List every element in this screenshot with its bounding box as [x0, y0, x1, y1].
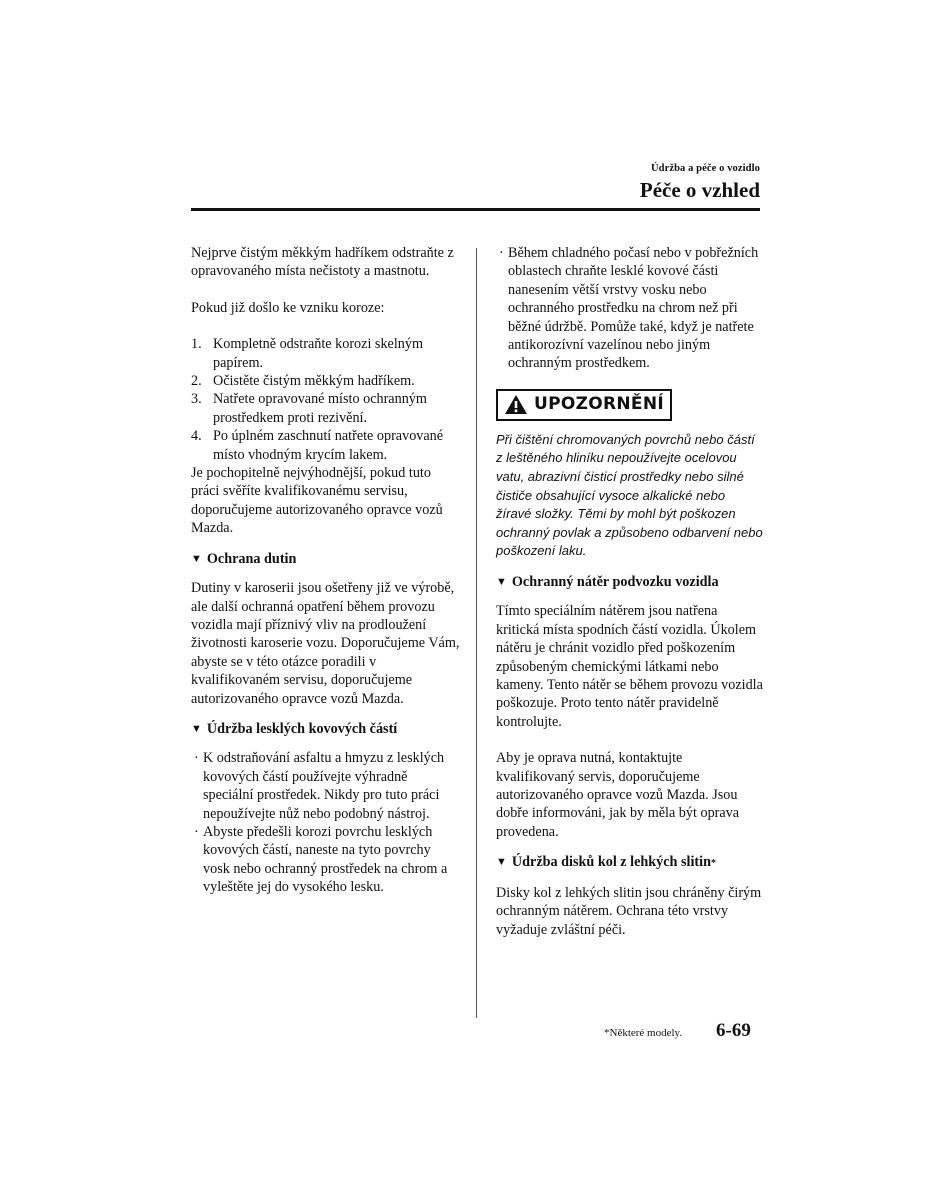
triangle-down-icon: ▼	[191, 722, 202, 735]
bullet-text: Během chladného počasí nebo v pobřežních oblastech chraňte lesklé kovové části nanesením větší vrstvy vosku nebo ochranného prostředku na chrom než při běžné údržbě. Pomůže také, když je natřete antikorozívní vazelínou nebo jiným ochranným prostředkem.	[508, 245, 759, 372]
warning-box	[496, 389, 672, 421]
right-column	[496, 244, 764, 939]
page-number: 6-69	[716, 1020, 751, 1041]
bullet-icon: ·	[194, 750, 199, 767]
step-number: 2.	[191, 373, 202, 390]
column-divider	[476, 248, 477, 1018]
corrosion-intro: Pokud již došlo ke vzniku koroze:	[191, 299, 385, 316]
section-heading-metal	[191, 720, 461, 739]
warning-label: UPOZORNĚNÍ	[534, 394, 664, 415]
step-text: Natřete opravované místo ochranným prostředkem proti rezivění.	[213, 391, 427, 426]
cavity-paragraph: Dutiny v karoserii jsou ošetřeny již ve výrobě, ale další ochranná opatření během provozu vozidla mají příznivý vliv na prodloužení životnosti karoserie vozu. Doporučujeme Vám, abyste se v této otázce poradili v kvalifikovaném servisu, doporučujeme autorizovaného opravce vozů Mazda.	[191, 580, 460, 707]
wheels-paragraph: Disky kol z lehkých slitin jsou chráněny čirým ochranným nátěrem. Ochrana této vrstvy vyžaduje zvláštní péči.	[496, 884, 762, 938]
triangle-down-icon: ▼	[191, 552, 202, 565]
list-item	[191, 749, 461, 823]
metal-care-list	[191, 749, 461, 896]
chapter-title: Údržba a péče o vozidlo	[650, 163, 760, 174]
warning-text: Při čištění chromovaných povrchů nebo částí z leštěného hliníku nepoužívejte ocelovou vatu, abrazivní čisticí prostředky nebo silné čističe obsahující vysoce alkalické nebo žíravé složky. Těmi by mohl být poškozen ochranný povlak a způsobeno odbarvení nebo poškození laku.	[496, 431, 763, 559]
footnote-marker: *	[710, 858, 716, 870]
underbody-paragraph-1: Tímto speciálním nátěrem jsou natřena kritická místa spodních částí vozidla. Úkolem nátěru je chránit vozidlo před poškozením způsobeným chemickými látkami nebo kameny. Tento nátěr se během provozu vozidla poškozuje. Proto tento nátěr pravidelně kontrolujte.	[496, 603, 763, 730]
left-column	[191, 244, 461, 897]
service-paragraph: Je pochopitelně nejvýhodnější, pokud tuto práci svěříte kvalifikovanému servisu, doporučujeme autorizovaného opravce vozů Mazda.	[191, 465, 443, 537]
page-title: Péče o vzhled	[639, 178, 760, 202]
list-item	[191, 335, 461, 372]
header-rule	[191, 208, 760, 211]
step-number: 1.	[191, 336, 202, 353]
section-heading-wheels	[496, 853, 764, 873]
bullet-icon: ·	[194, 823, 199, 840]
section-heading-underbody	[496, 573, 764, 592]
step-text: Kompletně odstraňte korozi skelným papírem.	[213, 336, 424, 371]
section-title: Ochrana dutin	[206, 550, 297, 567]
footnote: *Některé modely.	[604, 1027, 683, 1039]
list-item	[496, 244, 764, 373]
step-text: Očistěte čistým měkkým hadříkem.	[213, 373, 415, 390]
triangle-down-icon: ▼	[496, 576, 507, 588]
bullet-icon: ·	[499, 245, 504, 261]
section-title: Údržba lesklých kovových částí	[206, 720, 398, 737]
list-item	[191, 372, 461, 390]
section-heading-cavity	[191, 550, 461, 569]
list-item	[191, 823, 461, 897]
warning-triangle-icon	[504, 394, 528, 415]
section-title: Ochranný nátěr podvozku vozidla	[511, 574, 719, 590]
step-text: Po úplném zaschnutí natřete opravované místo vhodným krycím lakem.	[213, 428, 444, 463]
bullet-text: K odstraňování asfaltu a hmyzu z lesklých kovových částí používejte výhradně speciální prostředek. Nikdy pro tuto práci nepoužívejte nůž nebo podobný nástroj.	[203, 750, 445, 822]
bullet-text: Abyste předešli korozi povrchu lesklých kovových částí, naneste na tyto povrchy vosk nebo ochranný prostředek na chrom a vyleštěte jej do vysokého lesku.	[203, 823, 448, 896]
metal-care-list-continued	[496, 244, 764, 373]
section-title: Údržba disků kol z lehkých slitin	[511, 854, 711, 871]
step-number: 4.	[191, 428, 202, 445]
triangle-down-icon: ▼	[496, 856, 507, 869]
underbody-paragraph-2: Aby je oprava nutná, kontaktujte kvalifikovaný servis, doporučujeme autorizovaného opravce vozů Mazda. Jsou dobře informováni, jak by měla být oprava provedena.	[496, 750, 740, 840]
step-number: 3.	[191, 391, 202, 408]
list-item	[191, 390, 461, 427]
list-item	[191, 427, 461, 464]
corrosion-steps	[191, 335, 461, 464]
intro-paragraph: Nejprve čistým měkkým hadříkem odstraňte z opravovaného místa nečistoty a mastnotu.	[191, 245, 454, 280]
